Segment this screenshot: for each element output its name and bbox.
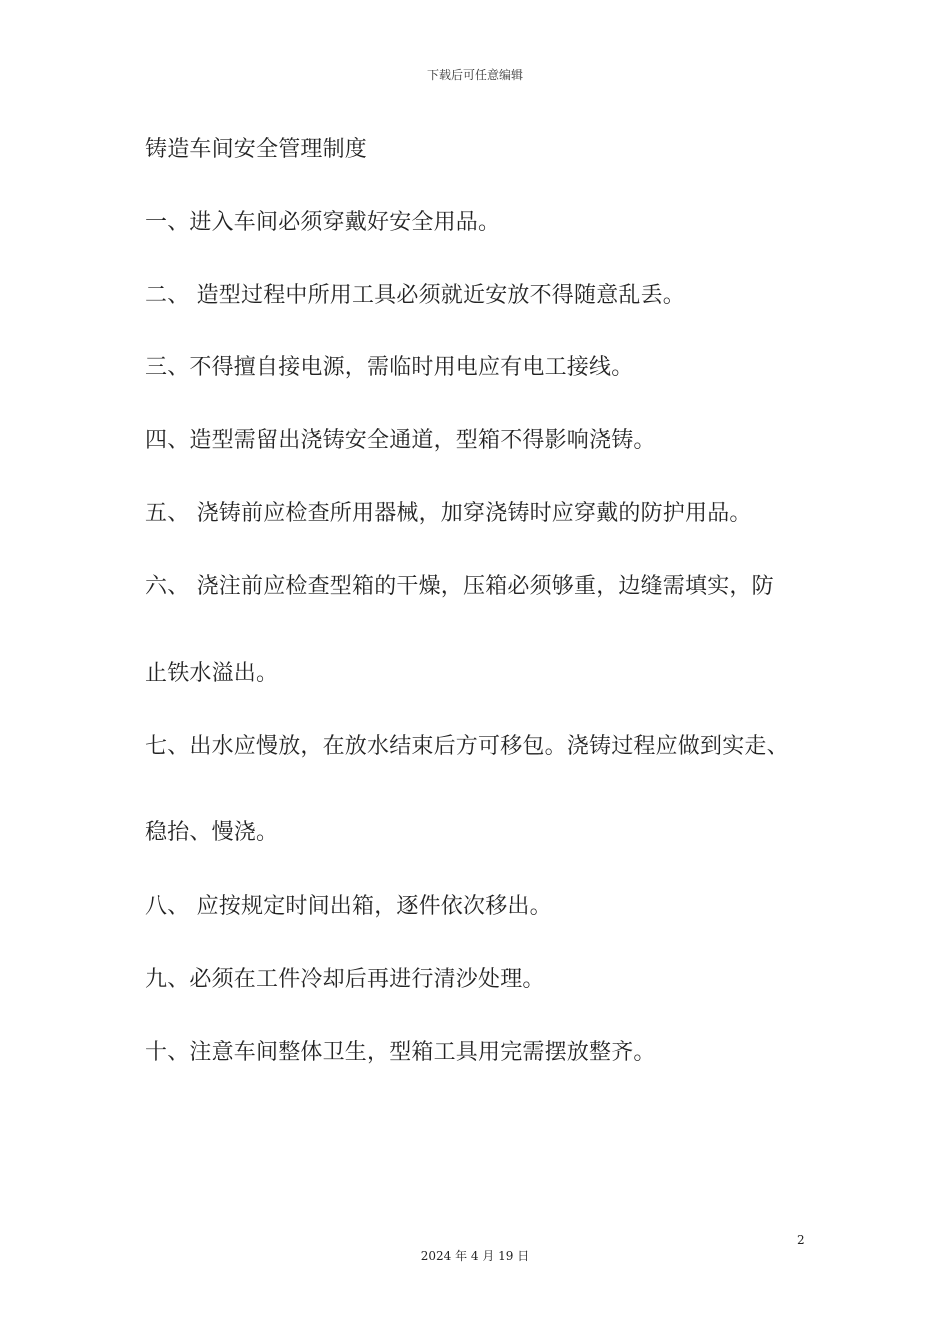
rule-line-5: 五、 浇铸前应检查所用器械，加穿浇铸时应穿戴的防护用品。 <box>145 501 752 526</box>
page-number: 2 <box>797 1233 805 1247</box>
rule-line-6-continued: 止铁水溢出。 <box>145 661 279 686</box>
rule-line-7-continued: 稳抬、慢浇。 <box>145 820 279 845</box>
rule-line-1: 一、进入车间必须穿戴好安全用品。 <box>145 210 501 235</box>
rule-line-9: 九、必须在工件冷却后再进行清沙处理。 <box>145 967 545 992</box>
document-title: 铸造车间安全管理制度 <box>145 137 368 162</box>
rule-line-8: 八、 应按规定时间出箱，逐件依次移出。 <box>145 894 552 919</box>
rule-line-6: 六、 浇注前应检查型箱的干燥，压箱必须够重，边缝需填实，防 <box>145 574 774 599</box>
footer-date: 2024 年 4 月 19 日 <box>420 1249 530 1263</box>
rule-line-4: 四、造型需留出浇铸安全通道，型箱不得影响浇铸。 <box>145 428 656 453</box>
rule-line-7: 七、出水应慢放，在放水结束后方可移包。浇铸过程应做到实走、 <box>145 734 789 759</box>
rule-line-10: 十、注意车间整体卫生，型箱工具用完需摆放整齐。 <box>145 1040 656 1065</box>
rule-line-2: 二、 造型过程中所用工具必须就近安放不得随意乱丢。 <box>145 283 685 308</box>
rule-line-3: 三、不得擅自接电源，需临时用电应有电工接线。 <box>145 355 634 380</box>
page-header: 下载后可任意编辑 <box>426 68 523 82</box>
